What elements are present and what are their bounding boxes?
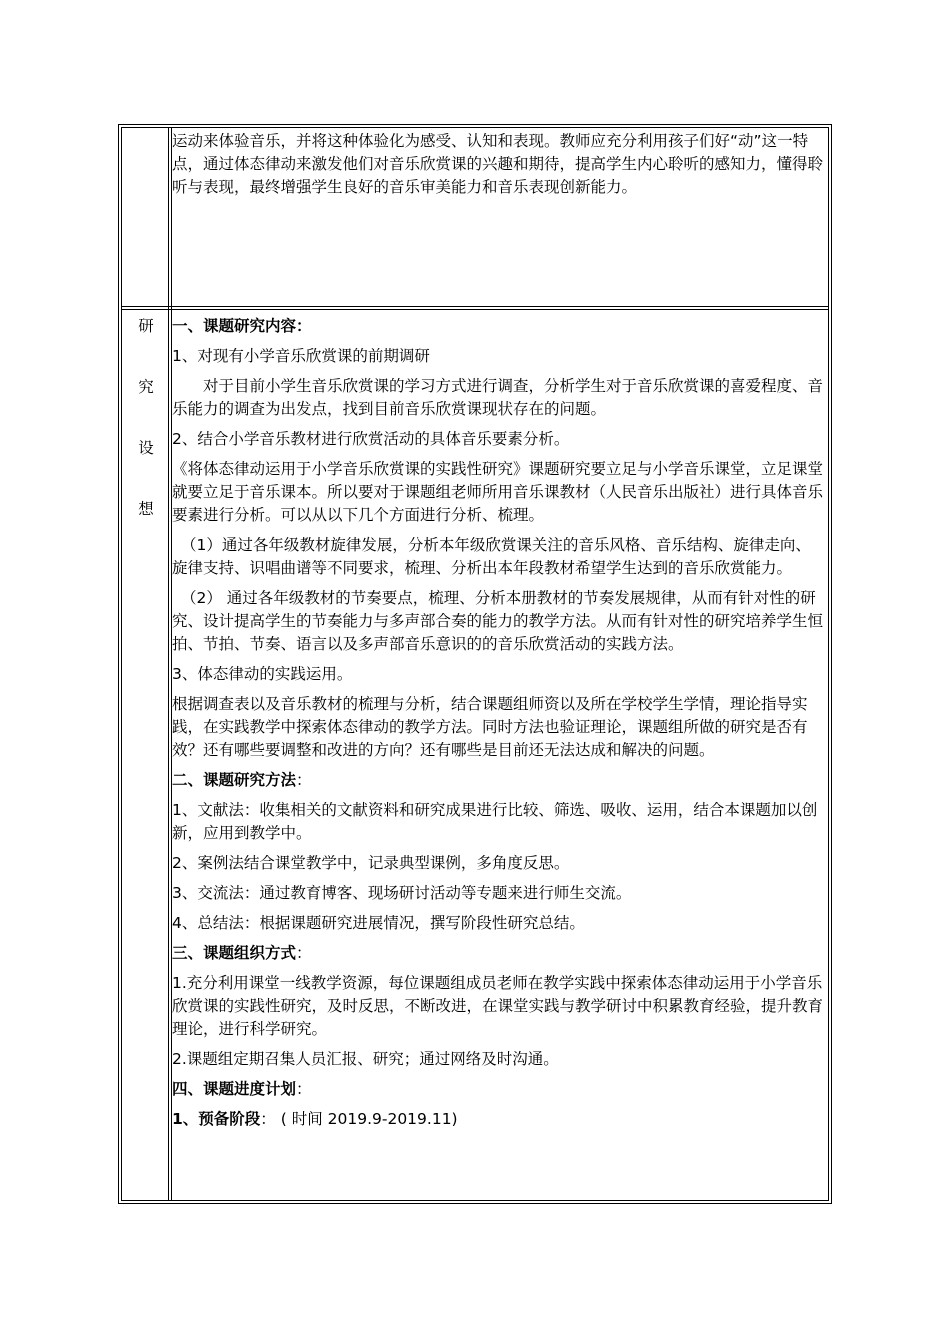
section2-heading-colon: ： — [296, 771, 312, 789]
section1-subitem1: （1）通过各年级教材旋律发展，分析本年级欣赏课关注的音乐风格、音乐结构、旋律走向、旋律支持、识唱曲谱等不同要求，梳理、分析出本年段教材希望学生达到的音乐欣赏能力。 — [172, 536, 811, 577]
label-char-3: 设 — [138, 439, 154, 457]
section3-item2: 2.课题组定期召集人员汇报、研究；通过网络及时沟通。 — [172, 1050, 559, 1068]
section1-item3-detail: 根据调查表以及音乐教材的梳理与分析，结合课题组师资以及所在学校学生学情，理论指导实践，在实践教学中探索体态律动的教学方法。同时方法也验证理论，课题组所做的研究是否有效？还有哪些要调整和改进的方向？还有哪些是目前还无法达成和解决的问题。 — [172, 695, 808, 759]
section1-item1-detail: 对于目前小学生音乐欣赏课的学习方式进行调查，分析学生对于音乐欣赏课的喜爱程度、音乐能力的调查为出发点，找到目前音乐欣赏课现状存在的问题。 — [172, 377, 824, 418]
row1-content-cell — [172, 130, 826, 199]
column-divider-left — [168, 127, 169, 1201]
section4-heading — [172, 1078, 826, 1101]
section4-heading-text: 四、课题进度计划 — [172, 1080, 297, 1098]
section4-item1-label: 1、预备阶段 — [172, 1110, 261, 1128]
section1-item3: 3、体态律动的实践运用。 — [172, 665, 353, 683]
section3-item1: 1.充分利用课堂一线教学资源，每位课题组成员老师在教学实践中探索体态律动运用于小学音乐欣赏课的实践性研究，及时反思，不断改进，在课堂实践与教学研讨中积累教育经验，提升教育理论，进行科学研究。 — [172, 974, 824, 1038]
section4-item1 — [172, 1108, 826, 1131]
row2-content-cell — [172, 315, 826, 1131]
section1-heading: 一、课题研究内容： — [172, 317, 312, 335]
section3-heading-colon: ： — [296, 944, 312, 962]
form-table — [118, 124, 832, 1204]
section4-item1-time: ： ( 时间 2019.9-2019.11) — [260, 1110, 458, 1128]
label-char-4: 想 — [138, 500, 154, 518]
row-divider-bottom — [121, 309, 828, 310]
section2-item3: 3、交流法：通过教育博客、现场研讨活动等专题来进行师生交流。 — [172, 884, 632, 902]
section2-item2: 2、案例法结合课堂教学中，记录典型课例，多角度反思。 — [172, 854, 570, 872]
row-divider-top — [121, 306, 828, 307]
section1-item2: 2、结合小学音乐教材进行欣赏活动的具体音乐要素分析。 — [172, 430, 570, 448]
section2-item1: 1、文献法：收集相关的文献资料和研究成果进行比较、筛选、吸收、运用，结合本课题加以创新，应用到教学中。 — [172, 801, 818, 842]
label-char-1: 研 — [138, 317, 154, 335]
section1-item2-detail: 《将体态律动运用于小学音乐欣赏课的实践性研究》课题研究要立足与小学音乐课堂，立足课堂就要立足于音乐课本。所以要对于课题组老师所用音乐课教材（人民音乐出版社）进行具体音乐要素进行分析。可以从以下几个方面进行分析、梳理。 — [172, 460, 824, 524]
section1-item1: 1、对现有小学音乐欣赏课的前期调研 — [172, 347, 430, 365]
section1-subitem2: （2） 通过各年级教材的节奏要点，梳理、分析本册教材的节奏发展规律，从而有针对性的研究、设计提高学生的节奏能力与多声部合奏的能力的教学方法。从而有针对性的研究培养学生恒拍、节拍、节奏、语言以及多声部音乐意识的的音乐欣赏活动的实践方法。 — [172, 589, 824, 653]
label-char-2: 究 — [138, 378, 154, 396]
row1-paragraph: 运动来体验音乐，并将这种体验化为感受、认知和表现。教师应充分利用孩子们好“动”这一特点，通过体态律动来激发他们对音乐欣赏课的兴趣和期待，提高学生内心聆听的感知力，懂得聆听与表现，最终增强学生良好的音乐审美能力和音乐表现创新能力。 — [172, 132, 824, 196]
section2-heading-text: 二、课题研究方法 — [172, 771, 297, 789]
section3-heading-text: 三、课题组织方式 — [172, 944, 297, 962]
section2-item4: 4、总结法：根据课题研究进展情况，撰写阶段性研究总结。 — [172, 914, 585, 932]
section2-heading — [172, 769, 826, 792]
section3-heading — [172, 942, 826, 965]
section4-heading-colon: ： — [296, 1080, 312, 1098]
